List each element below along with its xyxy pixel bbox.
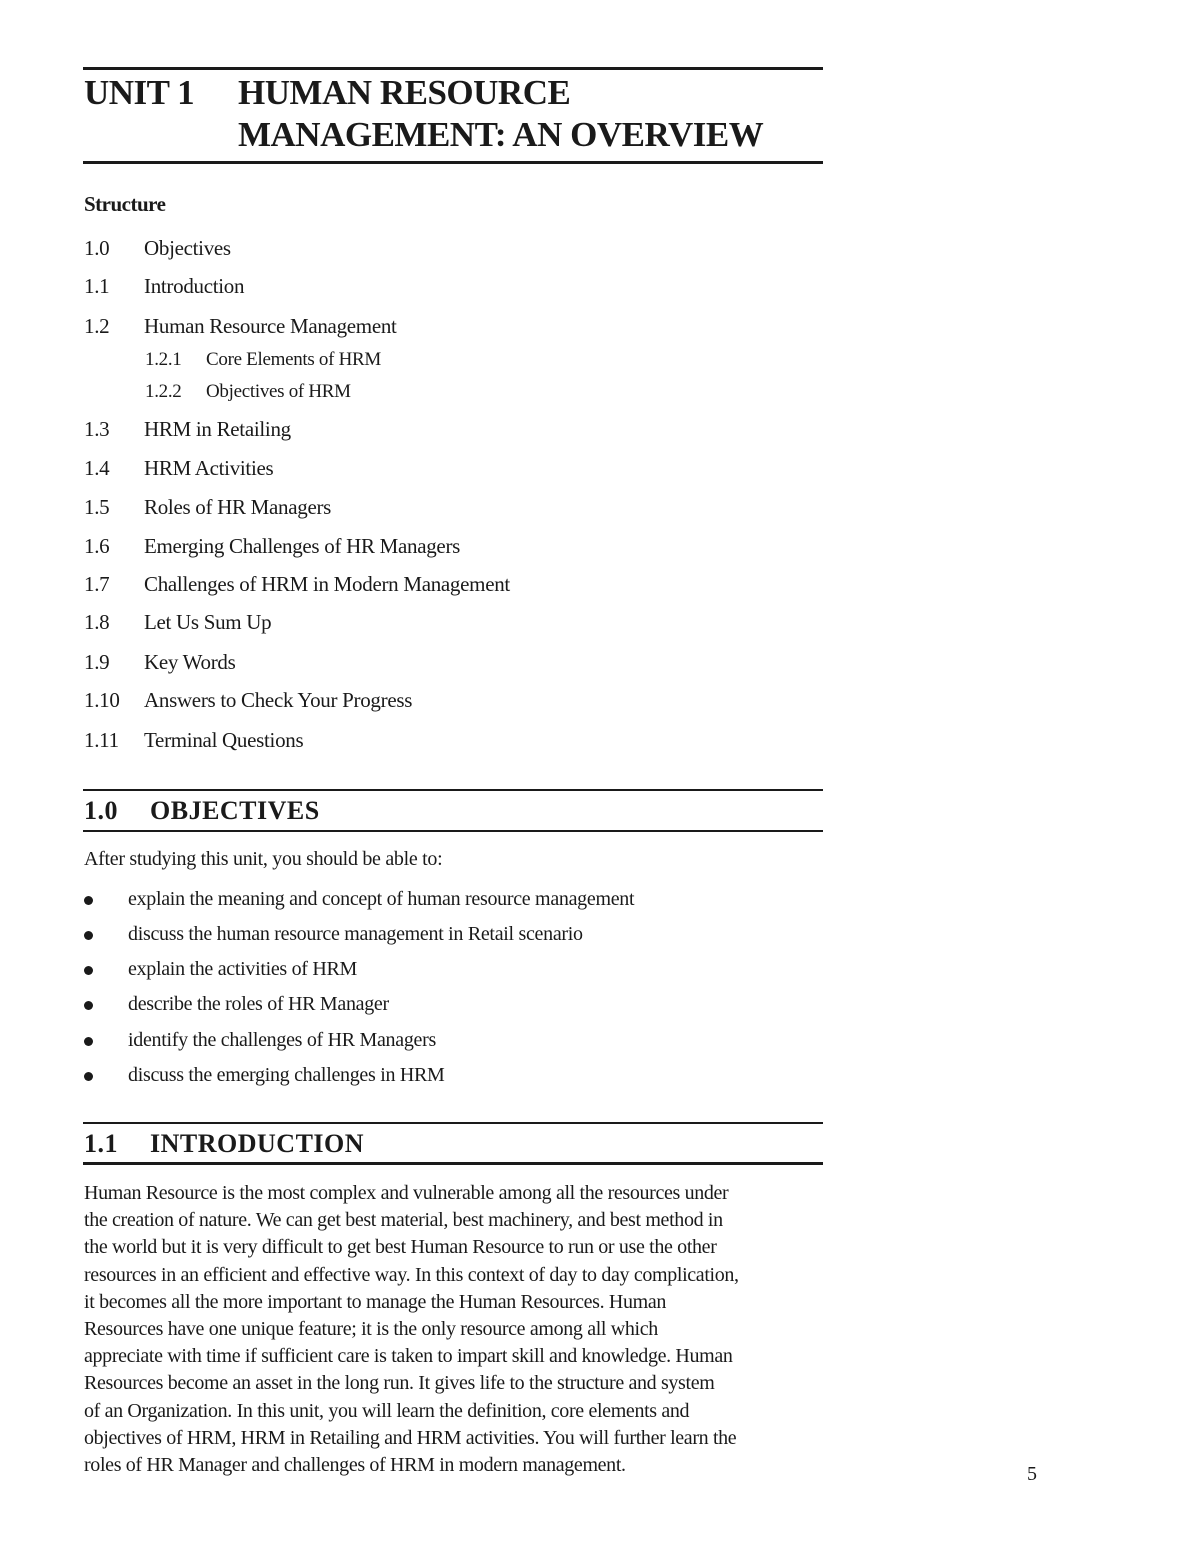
bullet-dot-icon — [84, 931, 93, 940]
unit-title-line-1: HUMAN RESOURCE — [238, 73, 571, 112]
objective-text: discuss the emerging challenges in HRM — [128, 1064, 445, 1086]
toc-item-number: 1.11 — [84, 728, 119, 752]
toc-item-number: 1.1 — [84, 274, 110, 298]
toc-item-label: Answers to Check Your Progress — [144, 688, 413, 712]
toc-item-number: 1.8 — [84, 610, 110, 634]
objectives-intro: After studying this unit, you should be able to: — [84, 848, 443, 870]
section-title-introduction: INTRODUCTION — [150, 1129, 365, 1158]
toc-item-label: Objectives — [144, 236, 231, 260]
toc-item-number: 1.7 — [84, 572, 110, 596]
bullet-dot-icon — [84, 1001, 93, 1010]
toc-item-number: 1.9 — [84, 650, 110, 674]
objectives-top-rule — [83, 789, 823, 791]
toc-item-label: HRM in Retailing — [144, 417, 291, 441]
toc-subitem-label: Core Elements of HRM — [206, 349, 382, 370]
structure-heading: Structure — [84, 192, 166, 216]
toc-item-label: Roles of HR Managers — [144, 495, 332, 519]
toc-item-label: Let Us Sum Up — [144, 610, 272, 634]
section-title-objectives: OBJECTIVES — [150, 796, 320, 825]
paragraph-line: appreciate with time if sufficient care is taken to impart skill and knowledge. Human — [84, 1345, 733, 1368]
unit-title-line-2: MANAGEMENT: AN OVERVIEW — [238, 115, 764, 154]
toc-subitem-number: 1.2.2 — [145, 381, 182, 402]
unit-title — [238, 72, 763, 156]
paragraph-line: resources in an efficient and effective way. In this context of day to day complication, — [84, 1263, 739, 1286]
objective-text: describe the roles of HR Manager — [128, 993, 389, 1015]
toc-item-label: Challenges of HRM in Modern Management — [144, 572, 510, 596]
paragraph-line: Resources become an asset in the long run. It gives life to the structure and system — [84, 1372, 715, 1395]
objectives-bottom-rule — [83, 830, 823, 832]
introduction-top-rule — [83, 1122, 823, 1124]
introduction-paragraph — [84, 1180, 824, 1479]
paragraph-line: objectives of HRM, HRM in Retailing and HRM activities. You will further learn the — [84, 1426, 737, 1449]
toc-item-label: Human Resource Management — [144, 314, 397, 338]
objective-text: explain the meaning and concept of human resource management — [128, 888, 635, 910]
toc-item-number: 1.2 — [84, 314, 110, 338]
toc-item-label: Key Words — [144, 650, 236, 674]
toc-item-number: 1.5 — [84, 495, 110, 519]
toc-item-number: 1.6 — [84, 534, 110, 558]
bullet-dot-icon — [84, 1037, 93, 1046]
objective-text: identify the challenges of HR Managers — [128, 1029, 436, 1051]
objective-text: discuss the human resource management in Retail scenario — [128, 923, 583, 945]
toc-item-number: 1.4 — [84, 456, 110, 480]
paragraph-line: of an Organization. In this unit, you will learn the definition, core elements and — [84, 1399, 690, 1422]
introduction-bottom-rule — [83, 1162, 823, 1165]
section-number: 1.1 — [84, 1129, 118, 1158]
unit-number: UNIT 1 — [84, 73, 195, 112]
toc-item-number: 1.10 — [84, 688, 120, 712]
paragraph-line: Resources have one unique feature; it is the only resource among all which — [84, 1318, 658, 1341]
toc-item-label: HRM Activities — [144, 456, 274, 480]
paragraph-line: the creation of nature. We can get best material, best machinery, and best method in — [84, 1209, 723, 1232]
header-bottom-rule — [83, 161, 823, 164]
toc-item-label: Terminal Questions — [144, 728, 304, 752]
section-number: 1.0 — [84, 796, 118, 825]
toc-item-label: Emerging Challenges of HR Managers — [144, 534, 461, 558]
bullet-dot-icon — [84, 896, 93, 905]
toc-item-label: Introduction — [144, 274, 245, 298]
bullet-dot-icon — [84, 1072, 93, 1081]
toc-subitem-label: Objectives of HRM — [206, 381, 351, 402]
page-number: 5 — [1027, 1463, 1037, 1485]
toc-item-number: 1.3 — [84, 417, 110, 441]
bullet-dot-icon — [84, 966, 93, 975]
objective-text: explain the activities of HRM — [128, 958, 358, 980]
header-top-rule — [83, 67, 823, 70]
paragraph-line: the world but it is very difficult to get best Human Resource to run or use the other — [84, 1236, 717, 1259]
paragraph-line: roles of HR Manager and challenges of HRM in modern management. — [84, 1454, 626, 1477]
paragraph-line: Human Resource is the most complex and vulnerable among all the resources under — [84, 1182, 729, 1204]
paragraph-line: it becomes all the more important to manage the Human Resources. Human — [84, 1290, 666, 1313]
toc-item-number: 1.0 — [84, 236, 110, 260]
toc-subitem-number: 1.2.1 — [145, 349, 182, 370]
